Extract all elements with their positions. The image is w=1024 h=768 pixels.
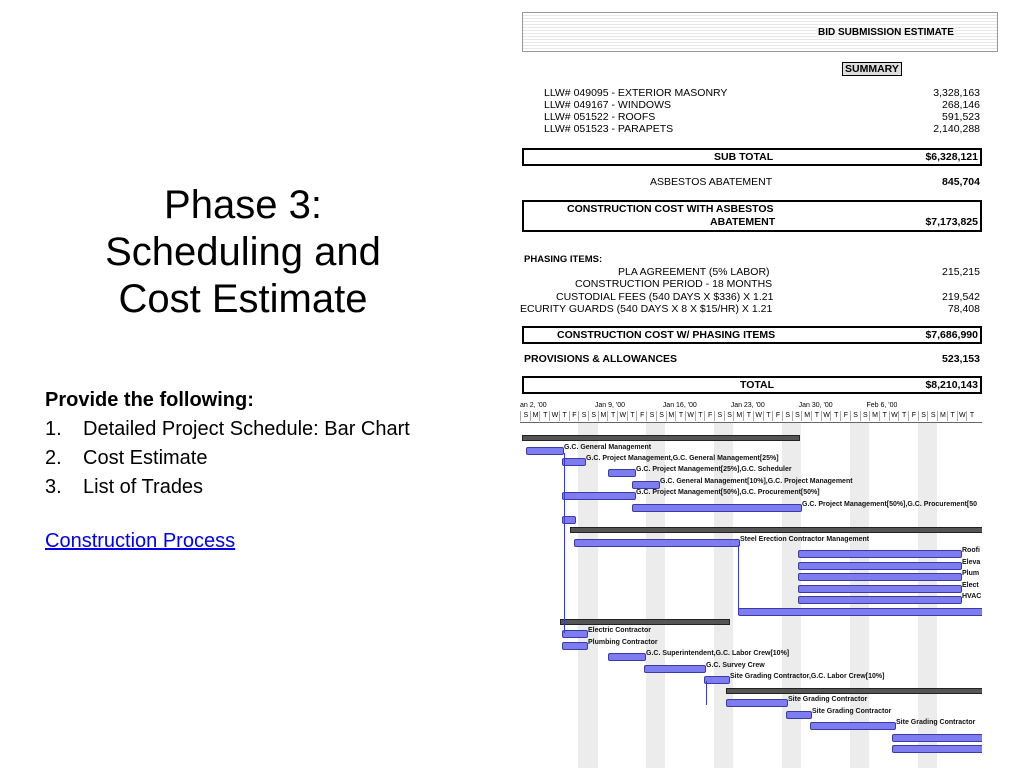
day-label: S (927, 411, 938, 421)
week-label: Jan 30, '00 (798, 402, 833, 409)
estimate-title: BID SUBMISSION ESTIMATE (818, 27, 954, 38)
task-bar[interactable] (798, 585, 962, 593)
task-label: Site Grading Contractor (812, 708, 892, 715)
task-label: G.C. Project Management[50%],G.C. Procurement[50%] (636, 489, 820, 496)
intro-text: Provide the following: (45, 389, 254, 411)
line-item-value: 3,328,163 (933, 87, 980, 99)
task-label: Plum (962, 570, 980, 577)
cc-asbestos-label-1: CONSTRUCTION COST WITH ASBESTOS (567, 203, 774, 215)
summary-task-bar[interactable] (726, 688, 982, 694)
task-label: Roofi (962, 547, 980, 554)
cc-phasing-value: $7,686,990 (925, 329, 978, 341)
line-item-label: LLW# 049095 - EXTERIOR MASONRY (544, 87, 728, 99)
task-label: G.C. Superintendent,G.C. Labor Crew[10%] (646, 650, 790, 657)
weekend-shade (646, 423, 665, 768)
total-box (522, 376, 982, 394)
task-bar[interactable] (574, 539, 740, 547)
asbestos-value: 845,704 (942, 176, 980, 188)
day-label: M (598, 411, 609, 421)
task-bar[interactable] (608, 469, 636, 477)
task-bar[interactable] (726, 699, 788, 707)
day-label: S (588, 411, 599, 421)
list-number: 1. (45, 418, 62, 440)
dependency-line (738, 545, 739, 615)
task-bar[interactable] (892, 745, 982, 753)
day-label: F (569, 411, 580, 421)
title-line-1: Phase 3: (164, 183, 322, 227)
subtotal-label: SUB TOTAL (714, 151, 774, 163)
task-bar[interactable] (632, 481, 660, 489)
summary-task-bar[interactable] (570, 527, 982, 533)
day-label: W (753, 411, 764, 421)
week-label: Jan 9, '00 (594, 402, 626, 409)
day-label: M (530, 411, 541, 421)
day-label: F (772, 411, 783, 421)
summary-task-bar[interactable] (560, 619, 730, 625)
task-bar[interactable] (738, 608, 982, 616)
dependency-line (564, 453, 565, 633)
day-label: S (520, 411, 531, 421)
task-bar[interactable] (644, 665, 706, 673)
day-label: T (627, 411, 638, 421)
total-label: TOTAL (740, 379, 775, 391)
cc-phasing-box (522, 326, 982, 344)
day-label: W (821, 411, 832, 421)
phasing-label: ECURITY GUARDS (540 DAYS X 8 X $15/HR) X 1.21 (520, 303, 773, 315)
task-bar[interactable] (798, 562, 962, 570)
bid-estimate-sheet (520, 10, 980, 395)
day-label: T (763, 411, 774, 421)
task-label: G.C. Survey Crew (706, 662, 765, 669)
task-label: Site Grading Contractor (788, 696, 868, 703)
task-label: Site Grading Contractor,G.C. Labor Crew[10%] (730, 673, 885, 680)
gantt-body (520, 422, 982, 768)
day-label: S (918, 411, 929, 421)
day-label: T (607, 411, 618, 421)
day-label: S (656, 411, 667, 421)
weekend-shade (578, 423, 597, 768)
day-label: W (685, 411, 696, 421)
week-label: Jan 16, '00 (662, 402, 697, 409)
task-label: G.C. Project Management,G.C. General Management[25%] (586, 455, 779, 462)
task-bar[interactable] (562, 642, 588, 650)
title-line-3: Cost Estimate (118, 277, 368, 321)
week-label: Jan 23, '00 (730, 402, 765, 409)
day-label: M (733, 411, 744, 421)
list-text: Cost Estimate (83, 447, 208, 469)
summary-tag: SUMMARY (842, 62, 902, 76)
line-item-value: 268,146 (942, 99, 980, 111)
task-label: Electric Contractor (588, 627, 652, 634)
day-label: T (947, 411, 958, 421)
gantt-timescale (520, 400, 982, 422)
day-label: S (646, 411, 657, 421)
phasing-label: CONSTRUCTION PERIOD - 18 MONTHS (575, 278, 773, 290)
title-line-2: Scheduling and (105, 230, 381, 274)
slide-title (60, 182, 426, 323)
weekend-shade (714, 423, 733, 768)
day-label: S (850, 411, 861, 421)
day-label: W (549, 411, 560, 421)
task-label: Site Grading Contractor (896, 719, 976, 726)
day-label: S (724, 411, 735, 421)
list-item (45, 444, 505, 473)
day-label: T (966, 411, 977, 421)
list-number: 3. (45, 476, 62, 498)
cc-asbestos-box (522, 200, 982, 232)
day-label: S (792, 411, 803, 421)
day-label: F (636, 411, 647, 421)
phasing-heading: PHASING ITEMS: (524, 254, 603, 265)
line-item-label: LLW# 049167 - WINDOWS (544, 99, 672, 111)
cc-asbestos-value: $7,173,825 (925, 216, 978, 228)
day-label: S (714, 411, 725, 421)
subtotal-box (522, 148, 982, 166)
task-label: G.C. Project Management[50%],G.C. Procurement[50 (802, 501, 978, 508)
day-label: F (704, 411, 715, 421)
day-label: T (539, 411, 550, 421)
phasing-value: 215,215 (942, 266, 980, 278)
total-value: $8,210,143 (925, 379, 978, 391)
line-item-value: 2,140,288 (933, 123, 980, 135)
task-bar[interactable] (562, 630, 588, 638)
task-bar[interactable] (798, 573, 962, 581)
line-item-label: LLW# 051523 - PARAPETS (544, 123, 674, 135)
dependency-line (706, 681, 707, 705)
day-label: M (869, 411, 880, 421)
day-label: T (879, 411, 890, 421)
day-label: T (695, 411, 706, 421)
provisions-value: 523,153 (942, 353, 980, 365)
phasing-value: 78,408 (947, 303, 980, 315)
day-label: T (559, 411, 570, 421)
task-bar[interactable] (526, 447, 564, 455)
phasing-label: PLA AGREEMENT (5% LABOR) (618, 266, 770, 278)
task-label: Plumbing Contractor (588, 639, 658, 646)
phasing-label: CUSTODIAL FEES (540 DAYS X $336) X 1.21 (556, 291, 774, 303)
day-label: T (675, 411, 686, 421)
list-item (45, 473, 505, 502)
list-number: 2. (45, 447, 62, 469)
day-label: S (578, 411, 589, 421)
day-label: M (801, 411, 812, 421)
line-item-value: 591,523 (942, 111, 980, 123)
task-bar[interactable] (704, 676, 730, 684)
task-bar[interactable] (798, 596, 962, 604)
task-label: G.C. General Management[10%],G.C. Project Management (660, 478, 853, 485)
cc-phasing-label: CONSTRUCTION COST W/ PHASING ITEMS (557, 329, 776, 341)
provisions-label: PROVISIONS & ALLOWANCES (524, 353, 678, 365)
day-label: T (811, 411, 822, 421)
list-item (45, 415, 505, 444)
phasing-value: 219,542 (942, 291, 980, 303)
task-bar[interactable] (798, 550, 962, 558)
day-label: W (889, 411, 900, 421)
subtotal-value: $6,328,121 (925, 151, 978, 163)
asbestos-label: ASBESTOS ABATEMENT (650, 176, 773, 188)
day-label: M (937, 411, 948, 421)
list-text: Detailed Project Schedule: Bar Chart (83, 418, 410, 440)
day-label: S (860, 411, 871, 421)
week-label: an 2, '00 (520, 402, 547, 409)
task-bar[interactable] (608, 653, 646, 661)
task-label: HVAC (962, 593, 982, 600)
task-bar[interactable] (562, 458, 586, 466)
week-label: Feb 6, '00 (866, 402, 898, 409)
task-bar[interactable] (562, 492, 636, 500)
day-label: T (898, 411, 909, 421)
task-label: G.C. Project Management[25%],G.C. Scheduler (636, 466, 792, 473)
day-label: F (840, 411, 851, 421)
day-label: M (666, 411, 677, 421)
day-label: S (782, 411, 793, 421)
day-label: W (957, 411, 968, 421)
gantt-chart (520, 400, 982, 768)
task-label: Elect (962, 582, 979, 589)
task-bar[interactable] (632, 504, 802, 512)
summary-task-bar[interactable] (522, 435, 800, 441)
day-label: W (617, 411, 628, 421)
day-label: T (743, 411, 754, 421)
estimate-header (522, 12, 998, 52)
cc-asbestos-label-2: ABATEMENT (710, 216, 776, 228)
list-text: List of Trades (83, 476, 204, 498)
day-label: T (830, 411, 841, 421)
task-bar[interactable] (786, 711, 812, 719)
task-label: Eleva (962, 559, 981, 566)
line-item-label: LLW# 051522 - ROOFS (544, 111, 656, 123)
task-bar[interactable] (810, 722, 896, 730)
task-label: Steel Erection Contractor Management (740, 536, 870, 543)
requirements-list (45, 386, 505, 502)
construction-process-link[interactable]: Construction Process (45, 530, 236, 552)
task-bar[interactable] (892, 734, 982, 742)
task-label: G.C. General Management (564, 444, 652, 451)
day-label: F (908, 411, 919, 421)
